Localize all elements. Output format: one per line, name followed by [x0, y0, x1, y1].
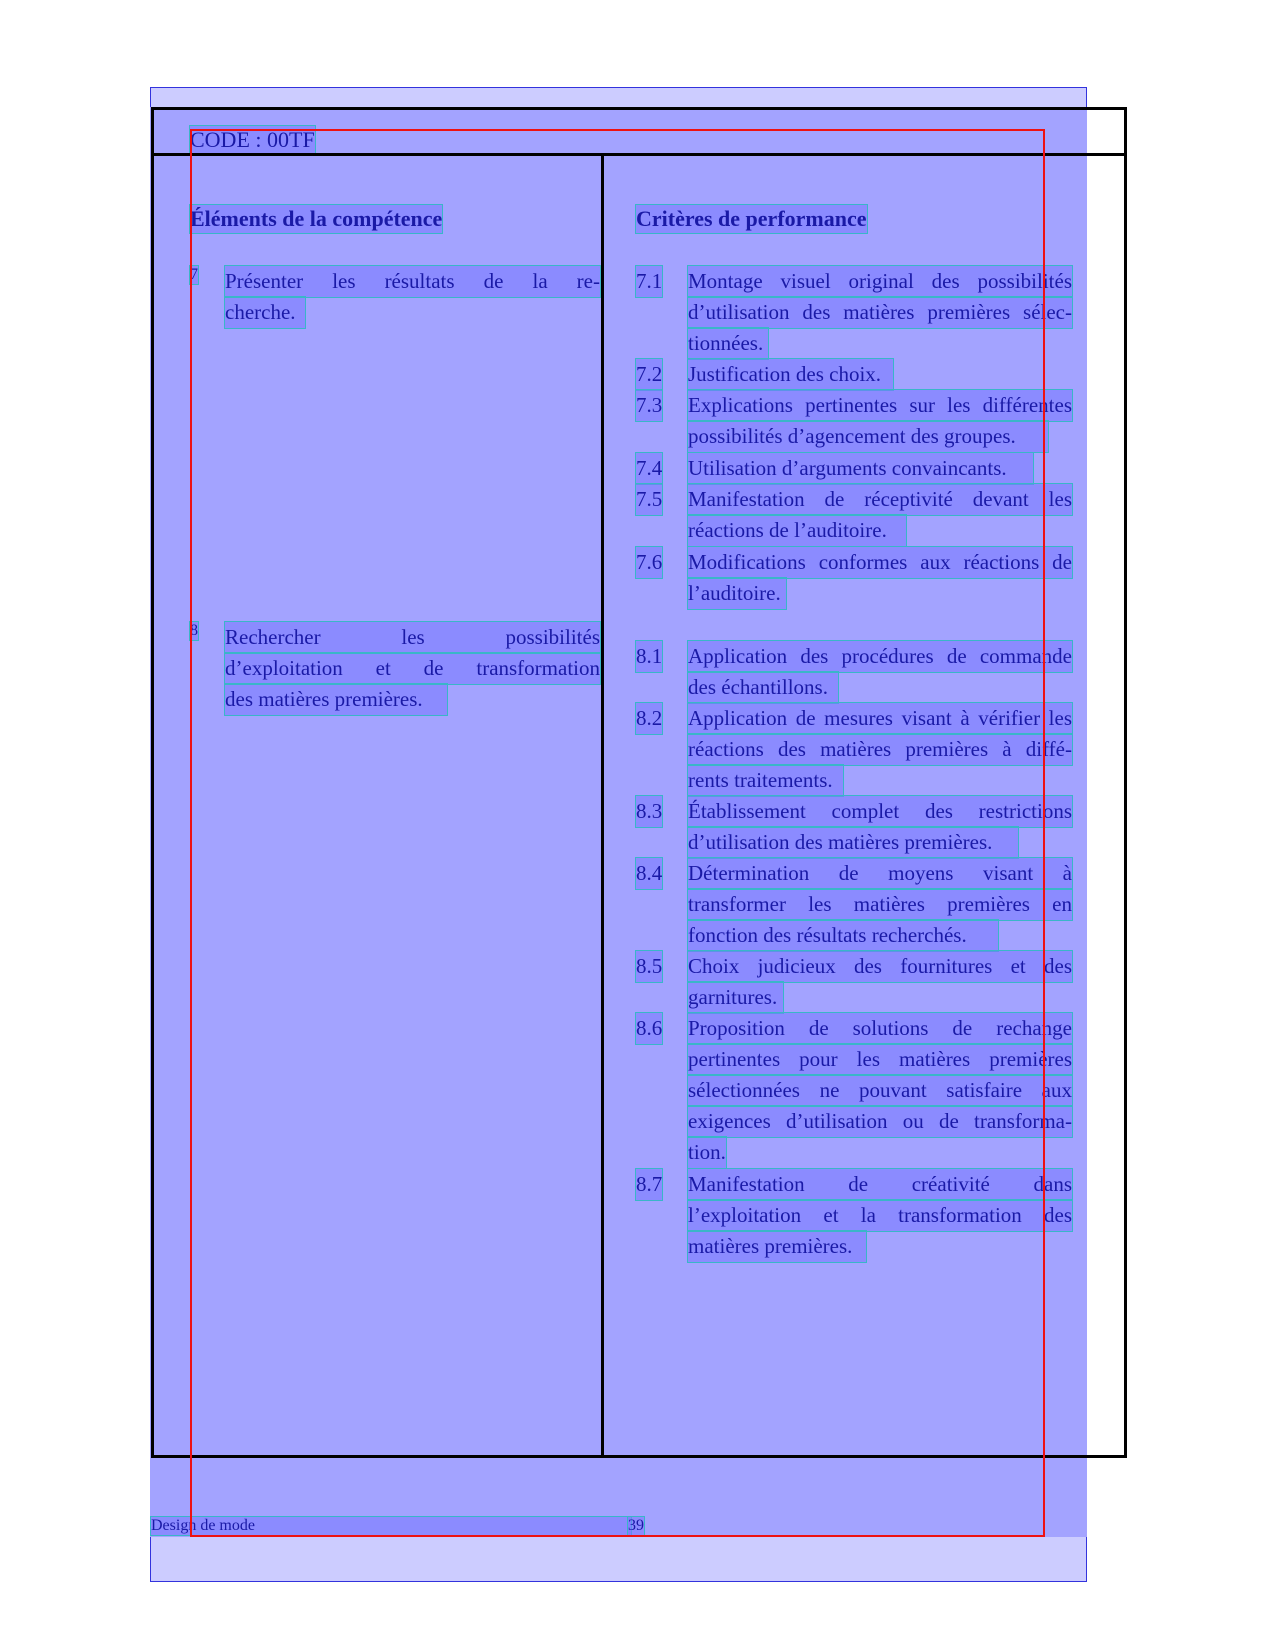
- criterion-line: fonction des résultats recherchés.: [688, 920, 998, 951]
- criterion-item: [636, 266, 1072, 359]
- column-heading-criteria: Critères de performance: [636, 206, 867, 231]
- criterion-line: Détermination de moyens visant à: [688, 858, 1072, 889]
- footer-title: Design de mode: [151, 1517, 631, 1535]
- criterion-number: 8.7: [636, 1169, 662, 1200]
- element-line: Rechercher les possibilités: [225, 622, 600, 653]
- criterion-line: Application des procédures de commande: [688, 641, 1072, 672]
- criterion-line: Manifestation de réceptivité devant les: [688, 484, 1072, 515]
- criterion-number: 7.4: [636, 453, 662, 484]
- criterion-number: 7.2: [636, 359, 662, 390]
- criterion-line: possibilités d’agencement des groupes.: [688, 421, 1048, 452]
- criterion-number: 7.6: [636, 547, 662, 578]
- criterion-number: 8.3: [636, 796, 662, 827]
- criterion-line: exigences d’utilisation ou de transforma-: [688, 1106, 1072, 1137]
- criterion-line: Application de mesures visant à vérifier les: [688, 703, 1072, 734]
- criterion-line: tionnées.: [688, 328, 768, 359]
- criterion-item: [636, 484, 1072, 546]
- page-number: 39: [628, 1517, 644, 1534]
- criterion-line: garnitures.: [688, 982, 783, 1013]
- criterion-item: [636, 390, 1072, 452]
- element-number: 8: [190, 622, 198, 639]
- criterion-line: d’utilisation des matières premières.: [688, 827, 1018, 858]
- element-line: cherche.: [225, 297, 305, 328]
- criterion-line: Explications pertinentes sur les différentes: [688, 390, 1072, 421]
- criterion-item: [636, 1013, 1072, 1168]
- criterion-line: Manifestation de créativité dans: [688, 1169, 1072, 1200]
- criterion-number: 7.3: [636, 390, 662, 421]
- criterion-line: sélectionnées ne pouvant satisfaire aux: [688, 1075, 1072, 1106]
- criterion-item: [636, 453, 1072, 484]
- criterion-line: Modifications conformes aux réactions de: [688, 547, 1072, 578]
- criterion-item: [636, 858, 1072, 951]
- criterion-line: réactions de l’auditoire.: [688, 515, 906, 546]
- criterion-line: transformer les matières premières en: [688, 889, 1072, 920]
- criterion-number: 8.2: [636, 703, 662, 734]
- criterion-line: Établissement complet des restrictions: [688, 796, 1072, 827]
- element-number: 7: [190, 266, 198, 283]
- criterion-number: 8.4: [636, 858, 662, 889]
- element-line: Présenter les résultats de la re-: [225, 266, 600, 297]
- criterion-line: Choix judicieux des fournitures et des: [688, 951, 1072, 982]
- criterion-number: 7.1: [636, 266, 662, 297]
- criterion-line: l’auditoire.: [688, 578, 786, 609]
- criterion-line: Utilisation d’arguments convaincants.: [688, 453, 1033, 484]
- criterion-item: [636, 951, 1072, 1013]
- element-item: [190, 266, 600, 328]
- criterion-line: matières premières.: [688, 1231, 866, 1262]
- criterion-number: 8.5: [636, 951, 662, 982]
- criterion-item: [636, 547, 1072, 609]
- element-line: d’exploitation et de transformation: [225, 653, 600, 684]
- element-item: [190, 622, 600, 715]
- header-divider: [151, 153, 1127, 156]
- criterion-line: pertinentes pour les matières premières: [688, 1044, 1072, 1075]
- criterion-item: [636, 359, 1072, 390]
- criterion-line: l’exploitation et la transformation des: [688, 1200, 1072, 1231]
- criterion-number: 8.1: [636, 641, 662, 672]
- criterion-item: [636, 703, 1072, 796]
- column-divider: [601, 155, 604, 1458]
- element-line: des matières premières.: [225, 684, 447, 715]
- criterion-item: [636, 641, 1072, 703]
- criterion-number: 7.5: [636, 484, 662, 515]
- criterion-line: réactions des matières premières à diffé-: [688, 734, 1072, 765]
- criterion-item: [636, 796, 1072, 858]
- criterion-line: des échantillons.: [688, 672, 838, 703]
- code-label: CODE : 00TF: [190, 127, 315, 152]
- criterion-line: d’utilisation des matières premières sélec-: [688, 297, 1072, 328]
- criterion-line: Proposition de solutions de rechange: [688, 1013, 1072, 1044]
- criterion-line: rents traitements.: [688, 765, 843, 796]
- criterion-line: tion.: [688, 1137, 726, 1168]
- criterion-line: Montage visuel original des possibilités: [688, 266, 1072, 297]
- criterion-number: 8.6: [636, 1013, 662, 1044]
- criterion-line: Justification des choix.: [688, 359, 893, 390]
- column-heading-elements: Éléments de la compétence: [190, 206, 443, 231]
- criterion-item: [636, 1169, 1072, 1262]
